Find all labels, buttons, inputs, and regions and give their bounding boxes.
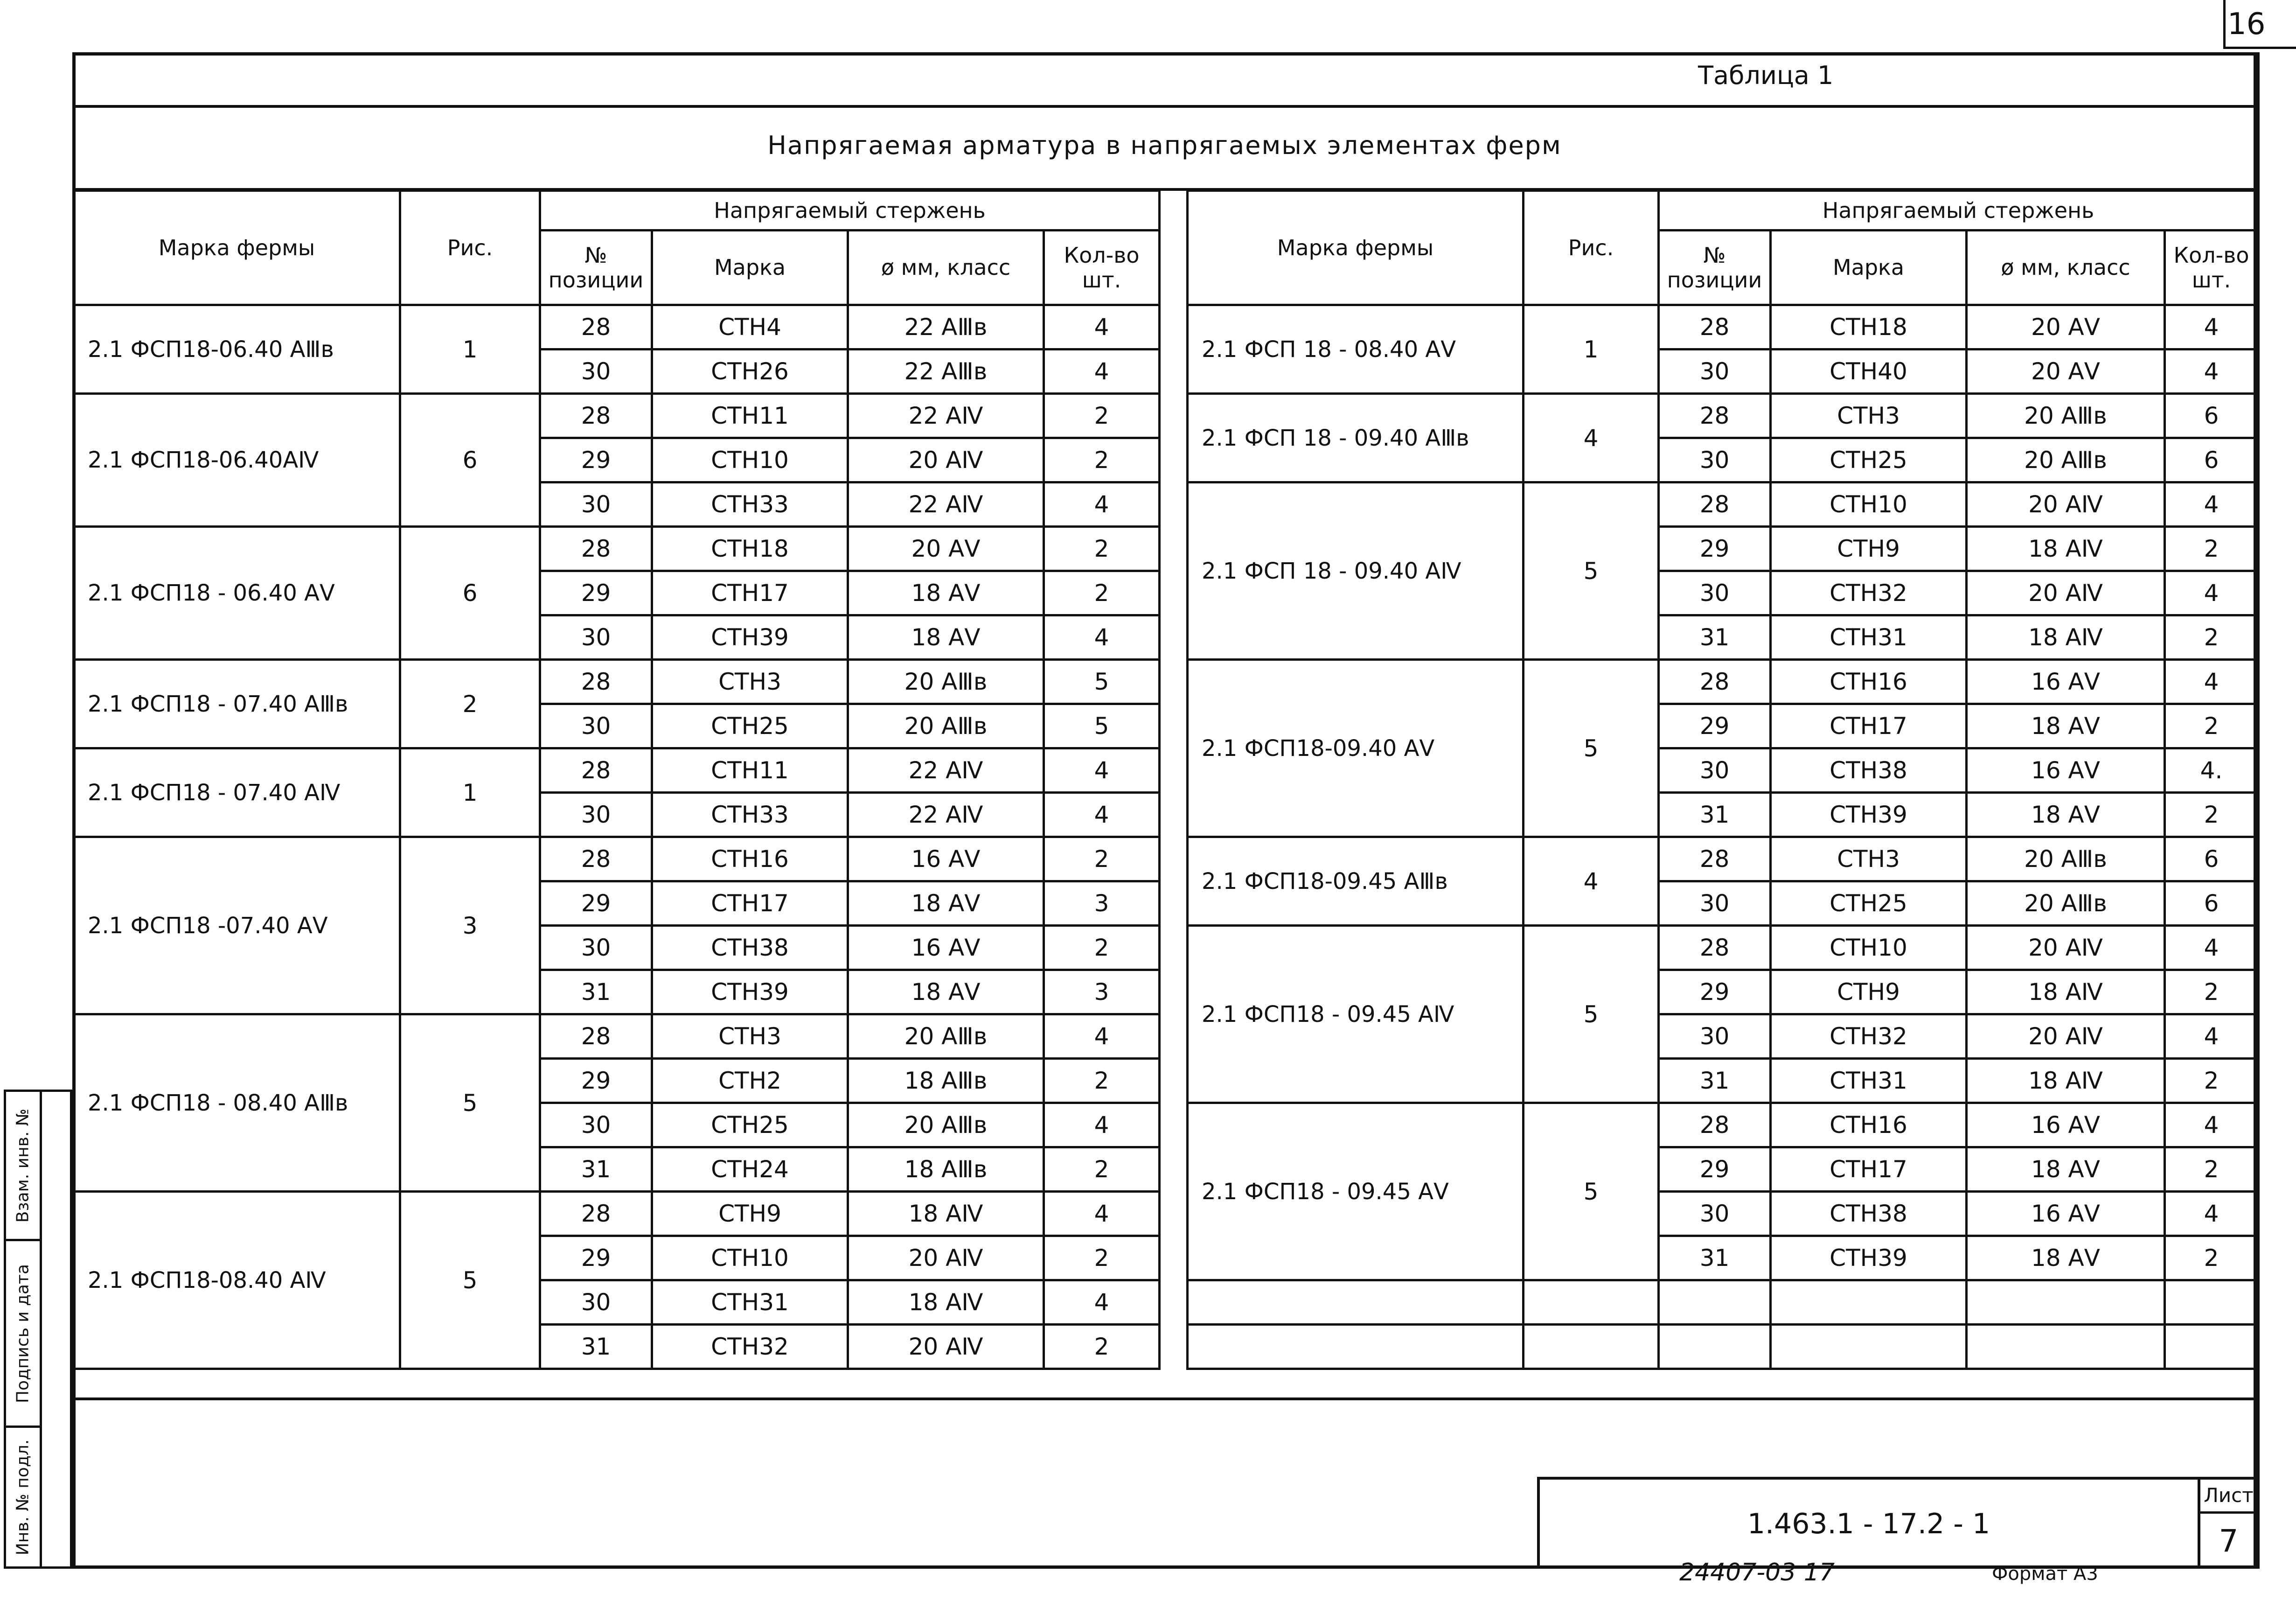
empty-row bbox=[1188, 1280, 2258, 1325]
quantity-cell: 4 bbox=[1044, 615, 1160, 660]
diameter-class-cell: 18 АⅤ bbox=[1967, 1147, 2165, 1192]
diameter-class-cell: 20 АⅣ bbox=[848, 438, 1044, 482]
diameter-class-cell: 18 АⅣ bbox=[1967, 527, 2165, 571]
rod-mark-cell: СТН32 bbox=[652, 1325, 848, 1369]
rod-mark-cell: СТН26 bbox=[652, 349, 848, 394]
table-row bbox=[74, 305, 1160, 349]
rod-mark-cell: СТН25 bbox=[1771, 438, 1967, 482]
position-cell: 30 bbox=[540, 1103, 652, 1147]
truss-mark-cell: 2.1 ФСП18-06.40АⅣ bbox=[74, 394, 400, 527]
position-cell: 29 bbox=[540, 1059, 652, 1103]
rod-mark-cell: СТН3 bbox=[652, 660, 848, 704]
quantity-cell: 2 bbox=[2165, 1059, 2258, 1103]
figure-cell: 1 bbox=[400, 748, 540, 837]
side-label-replace-inv: Взам. инв. № bbox=[13, 1108, 33, 1223]
rod-mark-cell: СТН16 bbox=[652, 837, 848, 881]
figure-cell: 5 bbox=[1524, 926, 1659, 1103]
rod-mark-cell: СТН38 bbox=[652, 926, 848, 970]
table-label: Таблица 1 bbox=[1698, 61, 1834, 90]
diameter-class-cell: 18 АⅣ bbox=[848, 1280, 1044, 1325]
rod-mark-cell: СТН39 bbox=[652, 615, 848, 660]
position-cell: 28 bbox=[540, 837, 652, 881]
quantity-cell: 4 bbox=[1044, 1103, 1160, 1147]
position-cell: 30 bbox=[540, 704, 652, 748]
quantity-cell: 4. bbox=[2165, 748, 2258, 793]
rod-mark-cell: СТН3 bbox=[1771, 837, 1967, 881]
diameter-class-cell: 22 АⅣ bbox=[848, 394, 1044, 438]
header-rod-mark: Марка bbox=[652, 231, 848, 305]
rod-mark-cell: СТН9 bbox=[1771, 970, 1967, 1014]
rod-mark-cell: СТН9 bbox=[1771, 527, 1967, 571]
quantity-cell: 4 bbox=[1044, 1192, 1160, 1236]
rod-mark-cell: СТН10 bbox=[1771, 482, 1967, 527]
table-row bbox=[74, 837, 1160, 881]
position-cell: 28 bbox=[1659, 305, 1771, 349]
inventory-code: 24407-03 17 bbox=[1679, 1558, 1835, 1586]
figure-cell: 4 bbox=[1524, 837, 1659, 926]
header-rod-group: Напрягаемый стержень bbox=[1659, 191, 2258, 231]
diameter-class-cell: 18 АⅣ bbox=[1967, 970, 2165, 1014]
position-cell: 28 bbox=[540, 527, 652, 571]
position-cell: 29 bbox=[1659, 704, 1771, 748]
position-cell: 30 bbox=[540, 1280, 652, 1325]
rod-mark-cell: СТН39 bbox=[652, 970, 848, 1014]
truss-mark-cell: 2.1 ФСП18-09.40 АⅤ bbox=[1188, 660, 1524, 837]
quantity-cell: 2 bbox=[1044, 926, 1160, 970]
rod-mark-cell: СТН2 bbox=[652, 1059, 848, 1103]
position-cell: 30 bbox=[540, 926, 652, 970]
figure-cell: 6 bbox=[400, 394, 540, 527]
quantity-cell: 3 bbox=[1044, 881, 1160, 926]
truss-mark-cell: 2.1 ФСП 18 - 08.40 АⅤ bbox=[1188, 305, 1524, 394]
diameter-class-cell: 20 АⅣ bbox=[1967, 571, 2165, 615]
quantity-cell: 6 bbox=[2165, 837, 2258, 881]
position-cell: 28 bbox=[540, 394, 652, 438]
rod-mark-cell: СТН31 bbox=[1771, 1059, 1967, 1103]
position-cell: 29 bbox=[540, 881, 652, 926]
rod-mark-cell: СТН17 bbox=[652, 571, 848, 615]
quantity-cell: 6 bbox=[2165, 438, 2258, 482]
figure-cell: 3 bbox=[400, 837, 540, 1014]
truss-mark-cell: 2.1 ФСП18 - 06.40 АⅤ bbox=[74, 527, 400, 660]
quantity-cell: 2 bbox=[1044, 527, 1160, 571]
diameter-class-cell: 20 АⅤ bbox=[1967, 349, 2165, 394]
right-reinforcement-table bbox=[1186, 189, 2259, 1370]
left-reinforcement-table bbox=[72, 189, 1161, 1370]
position-cell: 31 bbox=[1659, 1059, 1771, 1103]
figure-cell: 5 bbox=[1524, 482, 1659, 660]
header-diameter-class: ø мм, класс bbox=[848, 231, 1044, 305]
rod-mark-cell: СТН10 bbox=[1771, 926, 1967, 970]
rod-mark-cell: СТН17 bbox=[652, 881, 848, 926]
position-cell: 30 bbox=[540, 615, 652, 660]
position-cell: 30 bbox=[540, 482, 652, 527]
quantity-cell: 2 bbox=[2165, 527, 2258, 571]
diameter-class-cell: 20 АⅤ bbox=[1967, 305, 2165, 349]
empty-cell bbox=[1659, 1280, 1771, 1325]
position-cell: 28 bbox=[1659, 482, 1771, 527]
diameter-class-cell: 22 АⅢв bbox=[848, 349, 1044, 394]
rod-mark-cell: СТН39 bbox=[1771, 1236, 1967, 1280]
table-row bbox=[1188, 660, 2258, 704]
quantity-cell: 4 bbox=[2165, 305, 2258, 349]
truss-mark-cell: 2.1 ФСП18 - 07.40 АⅣ bbox=[74, 748, 400, 837]
quantity-cell: 2 bbox=[2165, 1236, 2258, 1280]
side-cell-replace-inv bbox=[6, 1092, 40, 1241]
position-cell: 29 bbox=[540, 1236, 652, 1280]
quantity-cell: 4 bbox=[2165, 926, 2258, 970]
header-figure: Рис. bbox=[1524, 191, 1659, 305]
side-label-signature-date: Подпись и дата bbox=[13, 1264, 33, 1403]
quantity-cell: 2 bbox=[1044, 1147, 1160, 1192]
position-cell: 29 bbox=[1659, 527, 1771, 571]
rod-mark-cell: СТН11 bbox=[652, 748, 848, 793]
diameter-class-cell: 20 АⅣ bbox=[848, 1236, 1044, 1280]
rod-mark-cell: СТН38 bbox=[1771, 1192, 1967, 1236]
position-cell: 30 bbox=[1659, 1192, 1771, 1236]
quantity-cell: 4 bbox=[2165, 1014, 2258, 1059]
truss-mark-cell: 2.1 ФСП18-06.40 АⅢв bbox=[74, 305, 400, 394]
table-bottom-line bbox=[72, 1397, 2257, 1400]
title-block bbox=[1537, 1477, 2257, 1569]
quantity-cell: 4 bbox=[1044, 305, 1160, 349]
position-cell: 31 bbox=[540, 1325, 652, 1369]
diameter-class-cell: 18 АⅣ bbox=[848, 1192, 1044, 1236]
position-cell: 28 bbox=[540, 748, 652, 793]
quantity-cell: 4 bbox=[2165, 571, 2258, 615]
side-stamp bbox=[4, 1090, 72, 1569]
header-truss-mark: Марка фермы bbox=[74, 191, 400, 305]
sheet-label: Лист bbox=[2200, 1480, 2257, 1514]
empty-row bbox=[1188, 1325, 2258, 1369]
diameter-class-cell: 18 АⅤ bbox=[848, 970, 1044, 1014]
table-row bbox=[1188, 305, 2258, 349]
sheet-box bbox=[2198, 1480, 2257, 1569]
empty-cell bbox=[1188, 1280, 1524, 1325]
rod-mark-cell: СТН40 bbox=[1771, 349, 1967, 394]
side-stamp-divider bbox=[40, 1092, 42, 1566]
diameter-class-cell: 20 АⅢв bbox=[1967, 837, 2165, 881]
diameter-class-cell: 16 АⅤ bbox=[1967, 660, 2165, 704]
rod-mark-cell: СТН10 bbox=[652, 1236, 848, 1280]
figure-cell: 1 bbox=[1524, 305, 1659, 394]
header-rod-group: Напрягаемый стержень bbox=[540, 191, 1160, 231]
position-cell: 28 bbox=[1659, 394, 1771, 438]
quantity-cell: 2 bbox=[2165, 793, 2258, 837]
quantity-cell: 4 bbox=[2165, 1192, 2258, 1236]
table-row bbox=[1188, 926, 2258, 970]
rod-mark-cell: СТН3 bbox=[1771, 394, 1967, 438]
position-cell: 29 bbox=[540, 438, 652, 482]
rod-mark-cell: СТН32 bbox=[1771, 1014, 1967, 1059]
figure-cell: 5 bbox=[400, 1192, 540, 1369]
diameter-class-cell: 20 АⅣ bbox=[1967, 1014, 2165, 1059]
position-cell: 30 bbox=[1659, 1014, 1771, 1059]
rod-mark-cell: СТН11 bbox=[652, 394, 848, 438]
rod-mark-cell: СТН10 bbox=[652, 438, 848, 482]
position-cell: 30 bbox=[1659, 438, 1771, 482]
diameter-class-cell: 16 АⅤ bbox=[848, 926, 1044, 970]
position-cell: 31 bbox=[1659, 1236, 1771, 1280]
figure-cell: 1 bbox=[400, 305, 540, 394]
rod-mark-cell: СТН17 bbox=[1771, 704, 1967, 748]
empty-cell bbox=[2165, 1325, 2258, 1369]
truss-mark-cell: 2.1 ФСП18 - 09.45 АⅣ bbox=[1188, 926, 1524, 1103]
position-cell: 31 bbox=[1659, 793, 1771, 837]
rod-mark-cell: СТН9 bbox=[652, 1192, 848, 1236]
position-cell: 28 bbox=[540, 305, 652, 349]
truss-mark-cell: 2.1 ФСП18 - 09.45 АⅤ bbox=[1188, 1103, 1524, 1280]
quantity-cell: 4 bbox=[1044, 349, 1160, 394]
rod-mark-cell: СТН3 bbox=[652, 1014, 848, 1059]
quantity-cell: 4 bbox=[1044, 1280, 1160, 1325]
position-cell: 30 bbox=[1659, 881, 1771, 926]
table-row bbox=[74, 1192, 1160, 1236]
figure-cell: 5 bbox=[1524, 1103, 1659, 1280]
table-row bbox=[1188, 837, 2258, 881]
header-position-no: № позиции bbox=[1659, 231, 1771, 305]
table-row bbox=[1188, 1103, 2258, 1147]
truss-mark-cell: 2.1 ФСП18 -07.40 АⅤ bbox=[74, 837, 400, 1014]
rod-mark-cell: СТН25 bbox=[652, 1103, 848, 1147]
position-cell: 28 bbox=[1659, 926, 1771, 970]
side-cell-signature bbox=[6, 1241, 40, 1428]
page-title: Напрягаемая арматура в напрягаемых элементах ферм bbox=[767, 131, 1562, 160]
rod-mark-cell: СТН4 bbox=[652, 305, 848, 349]
empty-cell bbox=[1524, 1280, 1659, 1325]
quantity-cell: 2 bbox=[1044, 571, 1160, 615]
diameter-class-cell: 20 АⅢв bbox=[848, 1103, 1044, 1147]
quantity-cell: 2 bbox=[1044, 837, 1160, 881]
quantity-cell: 2 bbox=[1044, 1325, 1160, 1369]
empty-cell bbox=[1771, 1325, 1967, 1369]
diameter-class-cell: 22 АⅣ bbox=[848, 748, 1044, 793]
diameter-class-cell: 16 АⅤ bbox=[1967, 1103, 2165, 1147]
diameter-class-cell: 20 АⅢв bbox=[1967, 438, 2165, 482]
table-row bbox=[74, 527, 1160, 571]
position-cell: 29 bbox=[540, 571, 652, 615]
rod-mark-cell: СТН25 bbox=[652, 704, 848, 748]
quantity-cell: 2 bbox=[2165, 970, 2258, 1014]
position-cell: 30 bbox=[1659, 571, 1771, 615]
quantity-cell: 3 bbox=[1044, 970, 1160, 1014]
corner-border-horizontal bbox=[2223, 47, 2296, 49]
header-quantity: Кол-во шт. bbox=[2165, 231, 2258, 305]
rod-mark-cell: СТН31 bbox=[652, 1280, 848, 1325]
quantity-cell: 2 bbox=[1044, 1059, 1160, 1103]
position-cell: 28 bbox=[540, 1192, 652, 1236]
rod-mark-cell: СТН32 bbox=[1771, 571, 1967, 615]
quantity-cell: 6 bbox=[2165, 394, 2258, 438]
quantity-cell: 6 bbox=[2165, 881, 2258, 926]
diameter-class-cell: 22 АⅣ bbox=[848, 482, 1044, 527]
diameter-class-cell: 20 АⅢв bbox=[848, 660, 1044, 704]
sheet-number: 7 bbox=[2219, 1523, 2239, 1559]
figure-cell: 4 bbox=[1524, 394, 1659, 482]
position-cell: 30 bbox=[1659, 748, 1771, 793]
quantity-cell: 4 bbox=[2165, 1103, 2258, 1147]
header-position-no: № позиции bbox=[540, 231, 652, 305]
corner-border-vertical bbox=[2223, 0, 2226, 49]
diameter-class-cell: 18 АⅣ bbox=[1967, 615, 2165, 660]
diameter-class-cell: 18 АⅤ bbox=[848, 571, 1044, 615]
empty-cell bbox=[1188, 1325, 1524, 1369]
quantity-cell: 2 bbox=[2165, 615, 2258, 660]
truss-mark-cell: 2.1 ФСП18 - 08.40 АⅢв bbox=[74, 1014, 400, 1192]
table-row bbox=[74, 1014, 1160, 1059]
header-rod-mark: Марка bbox=[1771, 231, 1967, 305]
rod-mark-cell: СТН16 bbox=[1771, 1103, 1967, 1147]
diameter-class-cell: 22 АⅢв bbox=[848, 305, 1044, 349]
diameter-class-cell: 18 АⅤ bbox=[848, 881, 1044, 926]
header-figure: Рис. bbox=[400, 191, 540, 305]
table-row bbox=[1188, 482, 2258, 527]
title-divider-top bbox=[72, 105, 2257, 108]
rod-mark-cell: СТН33 bbox=[652, 482, 848, 527]
diameter-class-cell: 18 АⅤ bbox=[1967, 704, 2165, 748]
quantity-cell: 4 bbox=[1044, 1014, 1160, 1059]
diameter-class-cell: 20 АⅣ bbox=[1967, 926, 2165, 970]
position-cell: 28 bbox=[1659, 660, 1771, 704]
empty-cell bbox=[2165, 1280, 2258, 1325]
header-quantity: Кол-во шт. bbox=[1044, 231, 1160, 305]
truss-mark-cell: 2.1 ФСП 18 - 09.40 АⅣ bbox=[1188, 482, 1524, 660]
position-cell: 29 bbox=[1659, 970, 1771, 1014]
empty-cell bbox=[1659, 1325, 1771, 1369]
table-row bbox=[74, 394, 1160, 438]
diameter-class-cell: 16 АⅤ bbox=[1967, 748, 2165, 793]
diameter-class-cell: 20 АⅢв bbox=[1967, 881, 2165, 926]
empty-cell bbox=[1524, 1325, 1659, 1369]
side-label-inv-original: Инв. № подл. bbox=[13, 1439, 33, 1555]
position-cell: 28 bbox=[1659, 837, 1771, 881]
rod-mark-cell: СТН25 bbox=[1771, 881, 1967, 926]
figure-cell: 5 bbox=[400, 1014, 540, 1192]
diameter-class-cell: 16 АⅤ bbox=[848, 837, 1044, 881]
diameter-class-cell: 20 АⅣ bbox=[1967, 482, 2165, 527]
empty-cell bbox=[1967, 1280, 2165, 1325]
diameter-class-cell: 16 АⅤ bbox=[1967, 1192, 2165, 1236]
diameter-class-cell: 18 АⅤ bbox=[1967, 1236, 2165, 1280]
rod-mark-cell: СТН18 bbox=[1771, 305, 1967, 349]
table-row bbox=[1188, 394, 2258, 438]
empty-cell bbox=[1967, 1325, 2165, 1369]
document-code: 1.463.1 - 17.2 - 1 bbox=[1747, 1508, 1990, 1540]
position-cell: 31 bbox=[540, 970, 652, 1014]
figure-cell: 2 bbox=[400, 660, 540, 748]
rod-mark-cell: СТН24 bbox=[652, 1147, 848, 1192]
table-row bbox=[74, 660, 1160, 704]
quantity-cell: 4 bbox=[1044, 482, 1160, 527]
quantity-cell: 4 bbox=[2165, 482, 2258, 527]
position-cell: 30 bbox=[1659, 349, 1771, 394]
rod-mark-cell: СТН16 bbox=[1771, 660, 1967, 704]
position-cell: 28 bbox=[540, 1014, 652, 1059]
rod-mark-cell: СТН39 bbox=[1771, 793, 1967, 837]
quantity-cell: 2 bbox=[1044, 394, 1160, 438]
paper-format: Формат А3 bbox=[1992, 1563, 2098, 1585]
sheet-corner-number: 16 bbox=[2227, 7, 2266, 42]
header-truss-mark: Марка фермы bbox=[1188, 191, 1524, 305]
quantity-cell: 4 bbox=[1044, 793, 1160, 837]
diameter-class-cell: 18 АⅣ bbox=[1967, 1059, 2165, 1103]
diameter-class-cell: 20 АⅢв bbox=[1967, 394, 2165, 438]
position-cell: 31 bbox=[540, 1147, 652, 1192]
figure-cell: 5 bbox=[1524, 660, 1659, 837]
position-cell: 30 bbox=[540, 349, 652, 394]
quantity-cell: 2 bbox=[1044, 1236, 1160, 1280]
position-cell: 30 bbox=[540, 793, 652, 837]
diameter-class-cell: 20 АⅢв bbox=[848, 704, 1044, 748]
diameter-class-cell: 20 АⅣ bbox=[848, 1325, 1044, 1369]
diameter-class-cell: 18 АⅤ bbox=[848, 615, 1044, 660]
rod-mark-cell: СТН38 bbox=[1771, 748, 1967, 793]
rod-mark-cell: СТН17 bbox=[1771, 1147, 1967, 1192]
position-cell: 28 bbox=[540, 660, 652, 704]
rod-mark-cell: СТН18 bbox=[652, 527, 848, 571]
truss-mark-cell: 2.1 ФСП18-09.45 АⅢв bbox=[1188, 837, 1524, 926]
position-cell: 29 bbox=[1659, 1147, 1771, 1192]
empty-cell bbox=[1771, 1280, 1967, 1325]
quantity-cell: 2 bbox=[1044, 438, 1160, 482]
diameter-class-cell: 18 АⅤ bbox=[1967, 793, 2165, 837]
position-cell: 31 bbox=[1659, 615, 1771, 660]
quantity-cell: 4 bbox=[2165, 349, 2258, 394]
rod-mark-cell: СТН31 bbox=[1771, 615, 1967, 660]
rod-mark-cell: СТН33 bbox=[652, 793, 848, 837]
quantity-cell: 2 bbox=[2165, 1147, 2258, 1192]
side-cell-inv-original bbox=[6, 1428, 40, 1566]
diameter-class-cell: 22 АⅣ bbox=[848, 793, 1044, 837]
quantity-cell: 4 bbox=[1044, 748, 1160, 793]
diameter-class-cell: 18 АⅢв bbox=[848, 1059, 1044, 1103]
position-cell: 28 bbox=[1659, 1103, 1771, 1147]
diameter-class-cell: 18 АⅢв bbox=[848, 1147, 1044, 1192]
truss-mark-cell: 2.1 ФСП18 - 07.40 АⅢв bbox=[74, 660, 400, 748]
truss-mark-cell: 2.1 ФСП18-08.40 АⅣ bbox=[74, 1192, 400, 1369]
quantity-cell: 4 bbox=[2165, 660, 2258, 704]
header-diameter-class: ø мм, класс bbox=[1967, 231, 2165, 305]
figure-cell: 6 bbox=[400, 527, 540, 660]
diameter-class-cell: 20 АⅤ bbox=[848, 527, 1044, 571]
diameter-class-cell: 20 АⅢв bbox=[848, 1014, 1044, 1059]
truss-mark-cell: 2.1 ФСП 18 - 09.40 АⅢв bbox=[1188, 394, 1524, 482]
table-row bbox=[74, 748, 1160, 793]
quantity-cell: 5 bbox=[1044, 660, 1160, 704]
quantity-cell: 2 bbox=[2165, 704, 2258, 748]
quantity-cell: 5 bbox=[1044, 704, 1160, 748]
